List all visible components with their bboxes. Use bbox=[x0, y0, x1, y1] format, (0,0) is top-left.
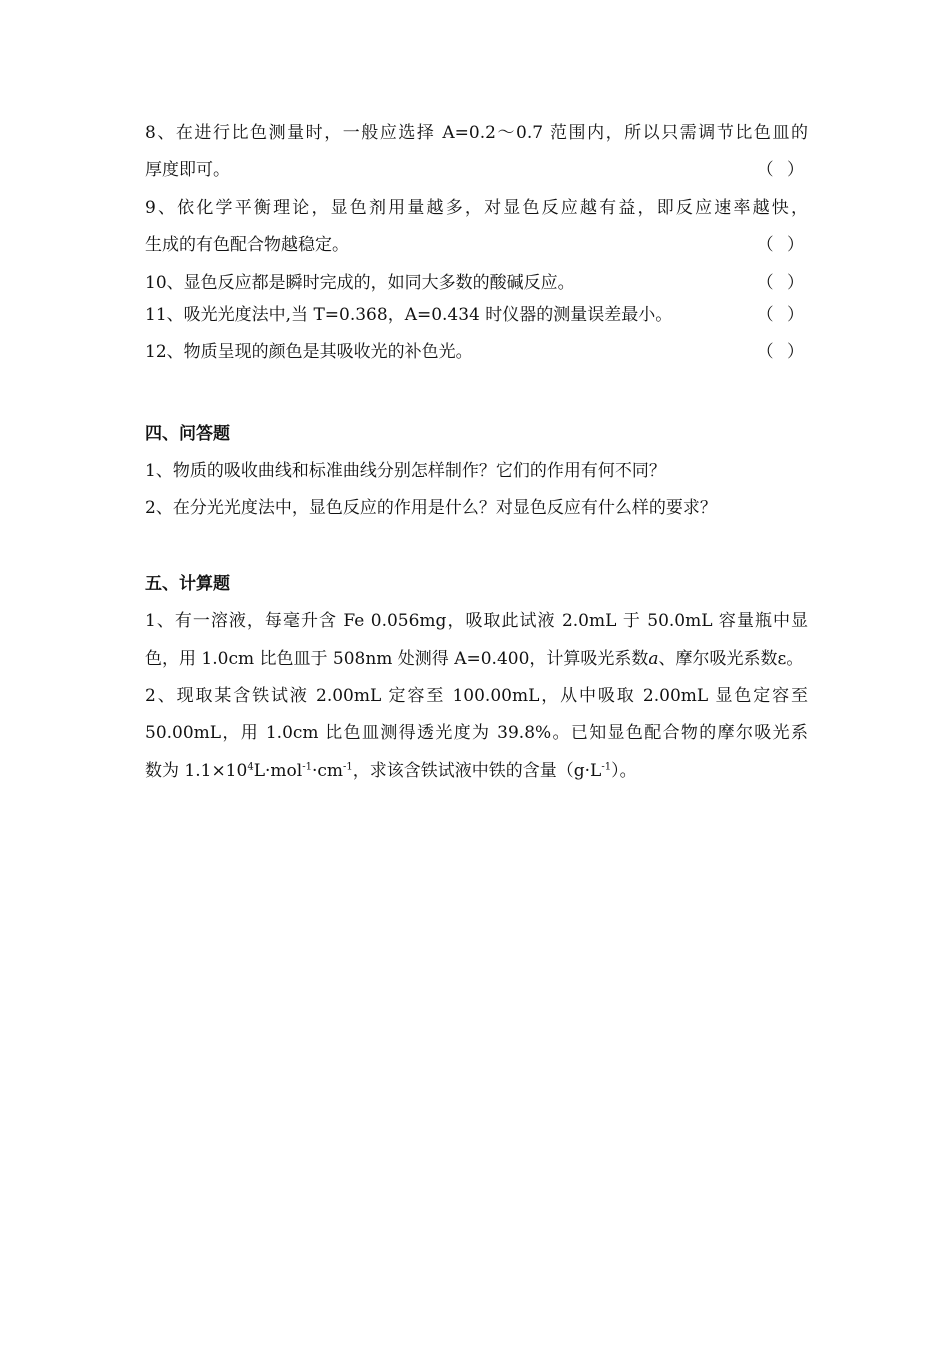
q1-line2-text-b: 、摩尔吸光系数ε。 bbox=[658, 649, 804, 669]
q9-line2-row bbox=[145, 234, 808, 256]
q2-line3-sup4: -1 bbox=[601, 761, 612, 773]
q8-line1: 8、在进行比色测量时，一般应选择 A=0.2～0.7 范围内，所以只需调节比色皿的 bbox=[145, 123, 808, 143]
q2-line3-e: ）。 bbox=[611, 761, 637, 781]
q11-text: 11、吸光光度法中,当 T=0.368，A=0.434 时仪器的测量误差最小。 bbox=[145, 305, 673, 325]
section5-q2-line3 bbox=[145, 760, 808, 782]
q8-line2-row bbox=[145, 159, 808, 181]
q2-line3-a: 数为 1.1×10 bbox=[145, 761, 248, 781]
q2-line3-sup1: 4 bbox=[247, 761, 254, 773]
absorption-coefficient-symbol: a bbox=[648, 649, 659, 669]
q2-line3-d: ，求该含铁试液中铁的含量（g·L bbox=[352, 761, 602, 781]
q1-line2-text-a: 色，用 1.0cm 比色皿于 508nm 处测得 A=0.400，计算吸光系数 bbox=[145, 649, 649, 669]
q12-answer-blank: （ ） bbox=[756, 342, 808, 362]
q8-line2: 厚度即可。 bbox=[145, 160, 230, 180]
q9-line2: 生成的有色配合物越稳定。 bbox=[145, 235, 349, 255]
section5-q1-line2 bbox=[145, 648, 808, 670]
q2-line3-b: L·mol bbox=[253, 761, 303, 781]
q10-answer-blank: （ ） bbox=[756, 273, 808, 293]
section5-q2-line1: 2、现取某含铁试液 2.00mL 定容至 100.00mL，从中吸取 2.00mL 显色定容至 bbox=[145, 686, 808, 706]
section4-title: 四、问答题 bbox=[145, 424, 230, 444]
q2-line3-sup3: -1 bbox=[343, 761, 353, 773]
section5-title: 五、计算题 bbox=[145, 574, 230, 594]
q11-answer-blank: （ ） bbox=[756, 305, 808, 325]
q12-text: 12、物质呈现的颜色是其吸收光的补色光。 bbox=[145, 342, 473, 362]
q2-line3-sup2: -1 bbox=[302, 761, 312, 773]
q10-row bbox=[145, 272, 808, 294]
section5-q2-line2: 50.00mL，用 1.0cm 比色皿测得透光度为 39.8%。已知显色配合物的摩尔吸光系 bbox=[145, 723, 808, 743]
q2-line3-c: ·cm bbox=[311, 761, 343, 781]
section5-q1-line1: 1、有一溶液，每毫升含 Fe 0.056mg，吸取此试液 2.0mL 于 50.0mL 容量瓶中显 bbox=[145, 611, 808, 631]
q8-answer-blank: （ ） bbox=[756, 160, 808, 180]
section4-q2: 2、在分光光度法中，显色反应的作用是什么？对显色反应有什么样的要求？ bbox=[145, 498, 717, 518]
q10-text: 10、显色反应都是瞬时完成的，如同大多数的酸碱反应。 bbox=[145, 273, 575, 293]
q9-line1: 9、依化学平衡理论，显色剂用量越多，对显色反应越有益，即反应速率越快， bbox=[145, 198, 808, 218]
q9-answer-blank: （ ） bbox=[756, 235, 808, 255]
section4-q1: 1、物质的吸收曲线和标准曲线分别怎样制作？它们的作用有何不同？ bbox=[145, 461, 666, 481]
q12-row bbox=[145, 341, 808, 363]
q11-row bbox=[145, 304, 808, 326]
